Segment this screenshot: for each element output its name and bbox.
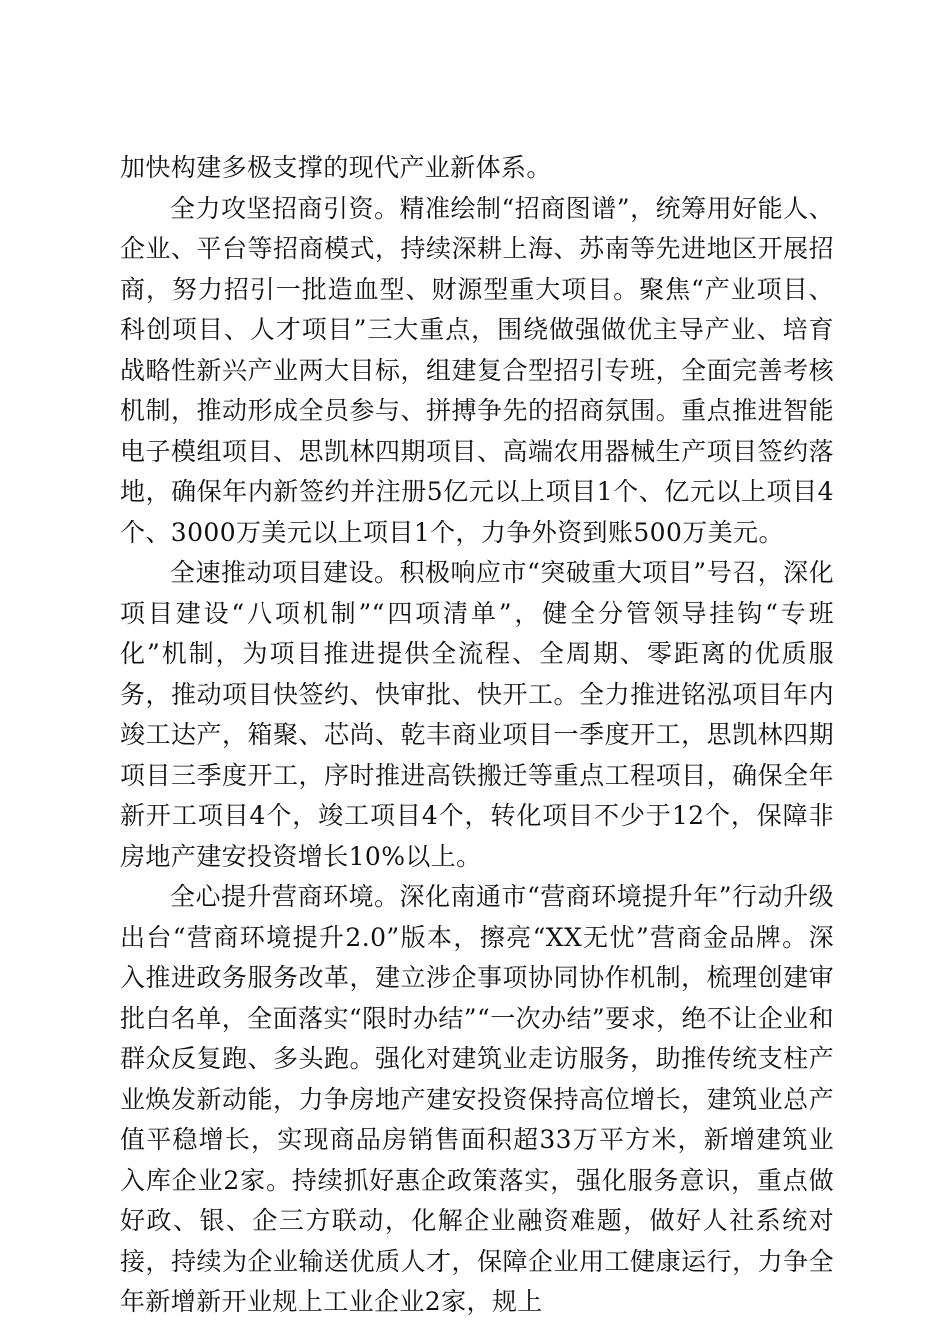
- paragraph-investment-attraction: 全力攻坚招商引资。精准绘制“招商图谱”，统筹用好能人、企业、平台等招商模式，持续深耕上海、苏南等先进地区开展招商，努力招引一批造血型、财源型重大项目。聚焦“产业项目、科创项目、人才项目”三大重点，围绕做强做优主导产业、培育战略性新兴产业两大目标，组建复合型招引专班，全面完善考核机制，推动形成全员参与、拼搏争先的招商氛围。重点推进智能电子模组项目、思凯林四期项目、高端农用器械生产项目签约落地，确保年内新签约并注册5亿元以上项目1个、亿元以上项目4个、3000万美元以上项目1个，力争外资到账500万美元。: [120, 193, 834, 547]
- paragraph-project-construction: 全速推动项目建设。积极响应市“突破重大项目”号召，深化项目建设“八项机制”“四项清单”，健全分管领导挂钩“专班化”机制，为项目推进提供全流程、全周期、零距离的优质服务，推动项目快签约、快审批、快开工。全力推进铭泓项目年内竣工达产，箱聚、芯尚、乾丰商业项目一季度开工，思凯林四期项目三季度开工，序时推进高铁搬迁等重点工程项目，确保全年新开工项目4个，竣工项目4个，转化项目不少于12个，保障非房地产建安投资增长10%以上。: [120, 558, 834, 871]
- paragraph-business-environment: 全心提升营商环境。深化南通市“营商环境提升年”行动升级出台“营商环境提升2.0”版本，擦亮“XX无忧”营商金品牌。深入推进政务服务改革，建立涉企事项协同协作机制，梳理创建审批白名单，全面落实“限时办结”“一次办结”要求，绝不让企业和群众反复跑、多头跑。强化对建筑业走访服务，助推传统支柱产业焕发新动能，力争房地产建安投资保持高位增长，建筑业总产值平稳增长，实现商品房销售面积超33万平方米，新增建筑业入库企业2家。持续抓好惠企政策落实，强化服务意识，重点做好政、银、企三方联动，化解企业融资难题，做好人社系统对接，持续为企业输送优质人才，保障企业用工健康运行，力争全年新增新开业规上工业企业2家，规上: [120, 882, 834, 1316]
- document-body: [120, 148, 834, 1323]
- paragraph-intro-continuation: 加快构建多极支撑的现代产业新体系。: [120, 153, 552, 182]
